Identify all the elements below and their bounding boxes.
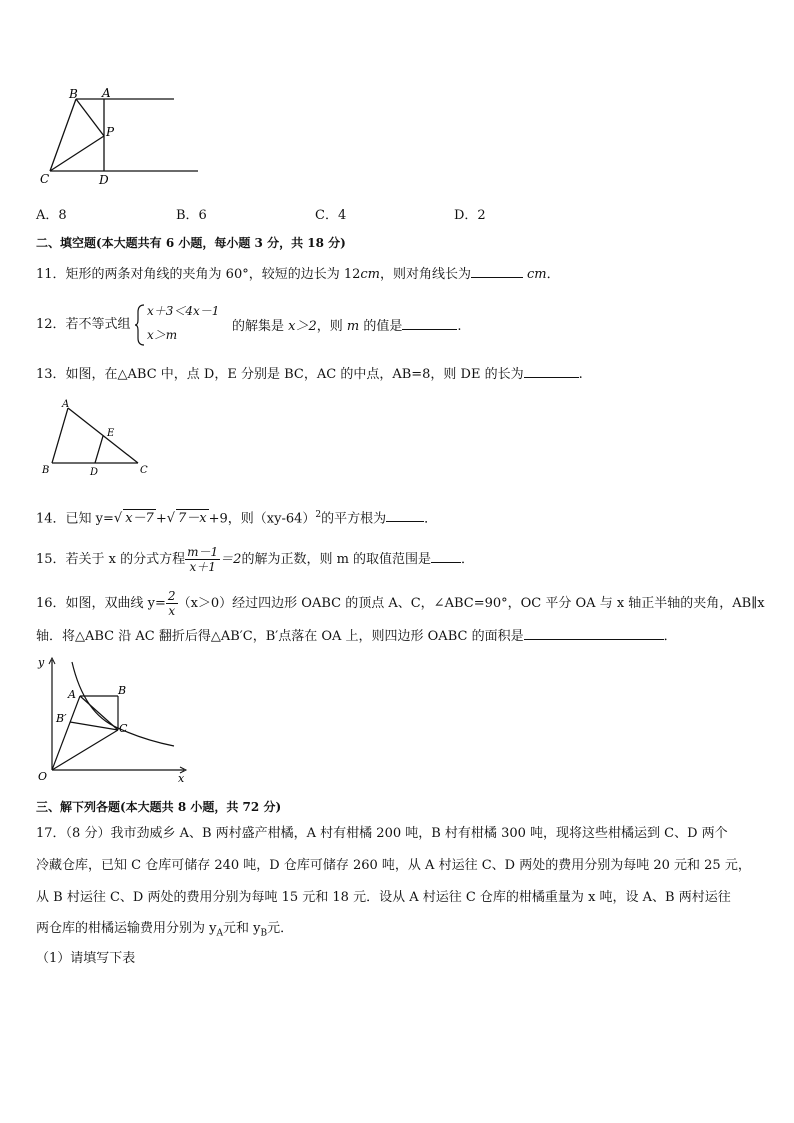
- q17-line4b: 元和 y: [222, 921, 261, 936]
- q17-line-4: [36, 920, 293, 943]
- q12-text: 12．若不等式组: [36, 317, 131, 332]
- fig16-label-x: x: [178, 772, 185, 785]
- q12-cond: x＞2: [288, 319, 317, 334]
- q12-var: m: [346, 319, 360, 334]
- question-11: [36, 264, 560, 284]
- q12-answer-blank[interactable]: [402, 316, 457, 330]
- question-13: [36, 364, 583, 384]
- q14-end: 的平方根为: [321, 511, 387, 527]
- q16-pre: 16．如图，双曲线 y=: [36, 596, 166, 611]
- q11-mid: ，则对角线长为: [380, 267, 472, 282]
- fig-label-B: B: [69, 87, 78, 101]
- option-a: A．8: [36, 208, 67, 223]
- fig16-label-A: A: [68, 688, 76, 701]
- q16-denominator: x: [168, 604, 176, 618]
- question-14: [36, 506, 437, 528]
- fig16-label-y: y: [38, 656, 45, 669]
- question-12: [36, 316, 131, 334]
- fig-label-P: P: [106, 125, 115, 139]
- fig13-label-D: D: [90, 467, 99, 477]
- q14-plus: +: [155, 511, 167, 527]
- option-d: D．2: [454, 208, 486, 223]
- q16-line2: 轴．将△ABC 沿 AC 翻折后得△AB′C，B′点落在 OA 上，则四边形 OABC 的面积是: [36, 629, 524, 644]
- fig16-label-O: O: [38, 770, 48, 783]
- figure-hyperbola-oabc: [34, 654, 194, 786]
- q12-tail: .: [457, 319, 462, 334]
- q14-radicand-1: x－7: [125, 511, 154, 527]
- q12-brace: [134, 304, 146, 346]
- section-3-title: 三、解下列各题(本大题共 8 小题，共 72 分): [36, 800, 282, 814]
- q15-fraction: [185, 545, 220, 574]
- q12-end: 的值是: [359, 319, 403, 334]
- q11-text: 11．矩形的两条对角线的夹角为 60°，较短的边长为 12: [36, 267, 361, 282]
- q11-unit: cm: [360, 267, 381, 282]
- q16-tail: ．: [663, 629, 677, 644]
- q14-sqrt-2: √ 7－x: [166, 511, 207, 527]
- q12-mid2: ，则: [316, 319, 347, 334]
- fig13-label-E: E: [107, 428, 115, 439]
- q15-denominator: x＋1: [189, 560, 216, 574]
- q13-text: 13．如图，在△ABC 中，点 D，E 分别是 BC，AC 的中点，AB=8，则 DE 的长为: [36, 367, 524, 382]
- q14-sup: 2: [315, 510, 322, 520]
- fig-label-C: C: [40, 172, 50, 186]
- q15-end: 的解为正数，则 m 的取值范围是: [241, 552, 432, 567]
- question-16: [36, 588, 765, 620]
- q15-tail: ．: [461, 552, 475, 567]
- q17-sub-b: B: [260, 928, 268, 939]
- q12-rest: [232, 316, 462, 336]
- q15-numerator: m－1: [187, 545, 219, 559]
- option-b: B．6: [176, 208, 207, 223]
- question-15: [36, 544, 474, 576]
- question-16-line-2: [36, 626, 677, 646]
- figure-triangle-abc: [38, 395, 158, 477]
- q11-answer-blank[interactable]: [471, 264, 523, 278]
- q15-answer-blank[interactable]: [431, 549, 461, 563]
- q14-sqrt-1: √ x－7: [113, 511, 154, 527]
- fig13-label-C: C: [140, 465, 148, 476]
- fig16-label-C: C: [119, 722, 128, 735]
- q12-ineq-2: x＞m: [147, 328, 178, 342]
- section-2-title: 二、填空题(本大题共有 6 小题，每小题 3 分，共 18 分): [36, 236, 346, 250]
- fig16-label-Bprime: B′: [56, 712, 67, 725]
- q11-unit-2: cm: [527, 267, 547, 282]
- fig-label-A: A: [102, 86, 111, 100]
- q17-line-2: 冷藏仓库，已知 C 仓库可储存 240 吨，D 仓库可储存 260 吨，从 A 村运往 C、D 两处的费用分别为每吨 20 元和 25 元，: [36, 858, 751, 873]
- q14-answer-blank[interactable]: [386, 508, 424, 522]
- q17-line-3: 从 B 村运往 C、D 两处的费用分别为每吨 15 元和 18 元．设从 A 村运往 C 仓库的柑橘重量为 x 吨，设 A、B 两村运往: [36, 890, 731, 905]
- q11-end: ．: [546, 267, 560, 282]
- fig-label-D: D: [99, 173, 109, 186]
- fig16-label-B: B: [118, 684, 127, 697]
- q17-line-1: 17．（8 分）我市劲威乡 A、B 两村盛产柑橘，A 村有柑橘 200 吨，B 村有柑橘 300 吨，现将这些柑橘运到 C、D 两个: [36, 826, 728, 841]
- q14-pre: 14．已知 y=: [36, 511, 114, 527]
- q16-numerator: 2: [167, 589, 176, 603]
- fig13-label-A: A: [62, 399, 70, 410]
- figure-parallel-lines: [36, 84, 206, 186]
- q16-fraction: [166, 589, 178, 618]
- q13-tail: .: [578, 367, 583, 382]
- q14-tail: ．: [424, 511, 438, 527]
- q17-sub-a: A: [216, 928, 223, 939]
- q15-pre: 15．若关于 x 的分式方程: [36, 552, 186, 567]
- q12-mid: 的解集是: [232, 319, 289, 334]
- q14-radicand-2: 7－x: [178, 511, 207, 527]
- q15-eq: ＝2: [220, 552, 242, 567]
- q14-mid: +9，则（xy-64）: [208, 511, 316, 527]
- q16-rest: （x＞0）经过四边形 OABC 的顶点 A、C，∠ABC=90°，OC 平分 OA 与 x 轴正半轴的夹角，AB∥x: [177, 596, 765, 611]
- option-c: C．4: [315, 208, 347, 223]
- fig13-label-B: B: [42, 465, 50, 476]
- q12-ineq-1: x＋3＜4x－1: [147, 304, 220, 318]
- q13-answer-blank[interactable]: [524, 364, 579, 378]
- q17-sub-question-1: （1）请填写下表: [36, 951, 136, 966]
- q16-answer-blank[interactable]: [524, 626, 664, 640]
- q17-line4c: 元．: [267, 921, 294, 936]
- q17-line4a: 两仓库的柑橘运输费用分别为 y: [36, 921, 217, 936]
